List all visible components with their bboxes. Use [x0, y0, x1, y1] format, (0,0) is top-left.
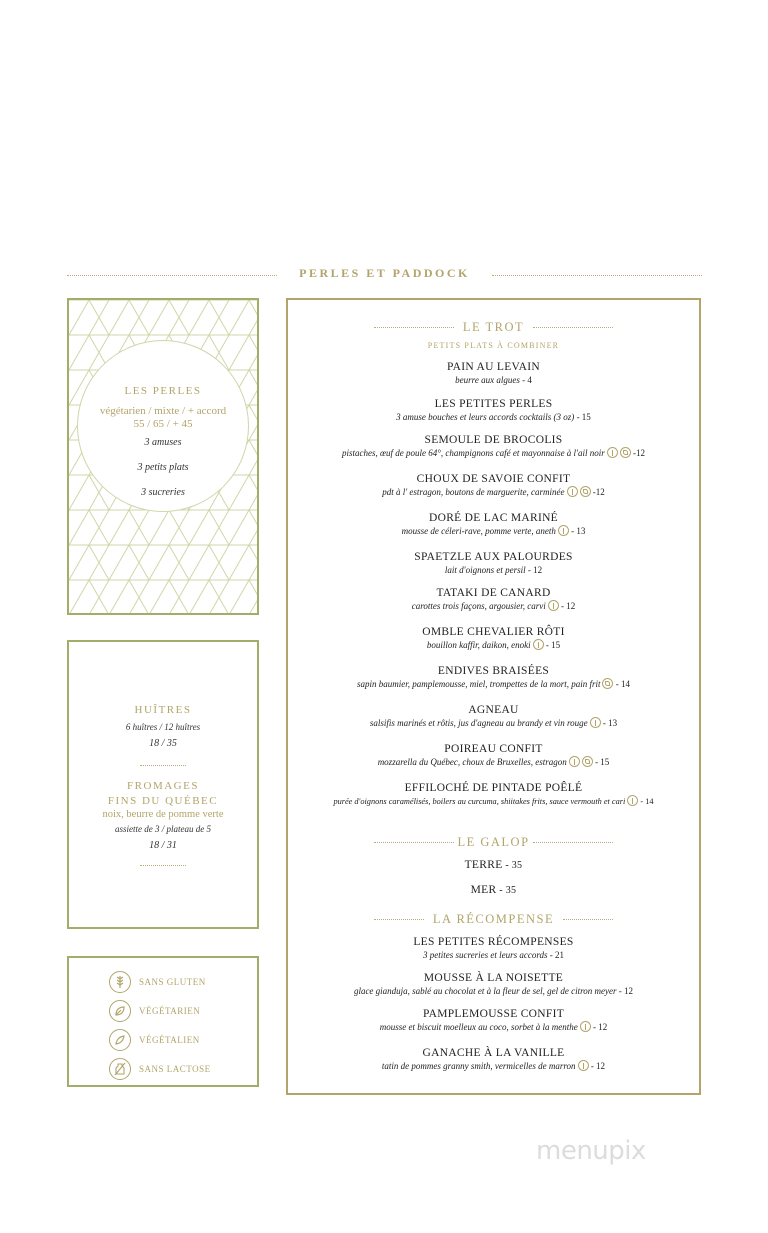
perles-course: 3 sucreries [141, 487, 185, 498]
section-title-trot: LE TROT [288, 320, 699, 336]
menu-item: ENDIVES BRAISÉES sapin baumier, pamplemousse, miel, trompettes de la mort, pain frit - 14 [357, 665, 630, 689]
menu-item: LES PETITES PERLES 3 amuse bouches et leurs accords cocktails (3 oz) - 15 [396, 398, 591, 422]
menu-item: MOUSSE À LA NOISETTE glace gianduja, sablé au chocolat et à la fleur de sel, gel de citron meyer - 12 [353, 972, 634, 996]
leaf-icon [109, 1000, 131, 1022]
menu-item: LES PETITES RÉCOMPENSES 3 petites sucreries et leurs accords - 21 [413, 936, 574, 960]
perles-course: 3 amuses [144, 437, 182, 448]
huitres-title: HUÎTRES [134, 704, 192, 716]
fromages-title: FROMAGES [127, 780, 199, 792]
perles-prices: 55 / 65 / + 45 [133, 418, 193, 430]
menu-item: GANACHE À LA VANILLE tatin de pommes granny smith, vermicelles de marron - 12 [381, 1047, 606, 1071]
menu-item: POIREAU CONFIT mozzarella du Québec, choux de Bruxelles, estragon - 15 [377, 743, 610, 767]
perles-box [67, 298, 259, 615]
section-title-recompense: LA RÉCOMPENSE [288, 912, 699, 928]
gluten-free-icon [558, 525, 569, 536]
menu-title: PERLES ET PADDOCK [299, 266, 470, 280]
legend-box [67, 956, 259, 1087]
gluten-free-icon [580, 1021, 591, 1032]
gluten-free-icon [590, 717, 601, 728]
menu-item: SEMOULE DE BROCOLIS pistaches, œuf de poule 64°, champignons café et mayonnaise à l'ail noir -12 [342, 434, 645, 458]
gluten-free-icon [569, 756, 580, 767]
legend-item: SANS LACTOSE [109, 1057, 211, 1081]
milk-bottle-icon [109, 1058, 131, 1080]
gluten-free-icon [578, 1060, 589, 1071]
huitres-fromages-box [67, 640, 259, 929]
menu-item: CHOUX DE SAVOIE CONFIT pdt à l' estragon, boutons de marguerite, carminée -12 [382, 473, 605, 497]
perles-course: 3 petits plats [137, 462, 189, 473]
section-title-galop: LE GALOP [288, 835, 699, 851]
menu-item: EFFILOCHÉ DE PINTADE POÊLÉ purée d'oignons caramélisés, boilers au curcuma, shiitakes frits, sauce vermouth et cari - 14 [333, 782, 654, 806]
gluten-free-icon [627, 795, 638, 806]
vegetarian-icon [580, 486, 591, 497]
huitres-sizes: 6 huîtres / 12 huîtres [125, 722, 201, 732]
gluten-free-icon [548, 600, 559, 611]
perles-title: LES PERLES [124, 385, 202, 397]
divider [140, 865, 186, 866]
main-menu-box [286, 298, 701, 1095]
menu-item: SPAETZLE AUX PALOURDES lait d'oignons et persil - 12 [414, 551, 573, 575]
huitres-prices: 18 / 35 [149, 738, 177, 749]
legend-item: SANS GLUTEN [109, 970, 206, 994]
menu-item: PAMPLEMOUSSE CONFIT mousse et biscuit moelleux au coco, sorbet à la menthe - 12 [379, 1008, 608, 1032]
menu-item: TATAKI DE CANARD carottes trois façons, argousier, carvi - 12 [411, 587, 576, 611]
perles-options: végétarien / mixte / + accord [99, 405, 227, 417]
vegetarian-icon [602, 678, 613, 689]
fromages-title-2: FINS DU QUÉBEC [107, 795, 219, 807]
menu-item: AGNEAU salsifis marinés et rôtis, jus d'agneau au brandy et vin rouge - 13 [369, 704, 618, 728]
divider [140, 765, 186, 766]
leaf-outline-icon [109, 1029, 131, 1051]
fromages-garnish: noix, beurre de pomme verte [102, 809, 224, 820]
gluten-free-icon [567, 486, 578, 497]
menu-item: OMBLE CHEVALIER RÔTI bouillon kaffir, daikon, enoki - 15 [422, 626, 565, 650]
fromages-prices: 18 / 31 [149, 840, 177, 851]
wheat-icon [109, 971, 131, 993]
section-subtitle: PETITS PLATS À COMBINER [427, 341, 560, 350]
gluten-free-icon [533, 639, 544, 650]
menu-item: PAIN AU LEVAIN beurre aux algues - 4 [446, 361, 541, 385]
header-rule-right [492, 275, 702, 276]
vegetarian-icon [620, 447, 631, 458]
legend-item: VÉGÉTALIEN [109, 1028, 200, 1052]
perles-circle [77, 340, 249, 512]
menu-item: DORÉ DE LAC MARINÉ mousse de céleri-rave, pomme verte, aneth - 13 [401, 512, 586, 536]
gluten-free-icon [607, 447, 618, 458]
watermark-logo: menupix [536, 1136, 646, 1166]
header-rule-left [67, 275, 277, 276]
menu-item: MER - 35 [470, 884, 517, 896]
menu-item: TERRE - 35 [464, 859, 523, 871]
vegetarian-icon [582, 756, 593, 767]
legend-item: VÉGÉTARIEN [109, 999, 200, 1023]
fromages-sizes: assiette de 3 / plateau de 5 [115, 824, 211, 834]
